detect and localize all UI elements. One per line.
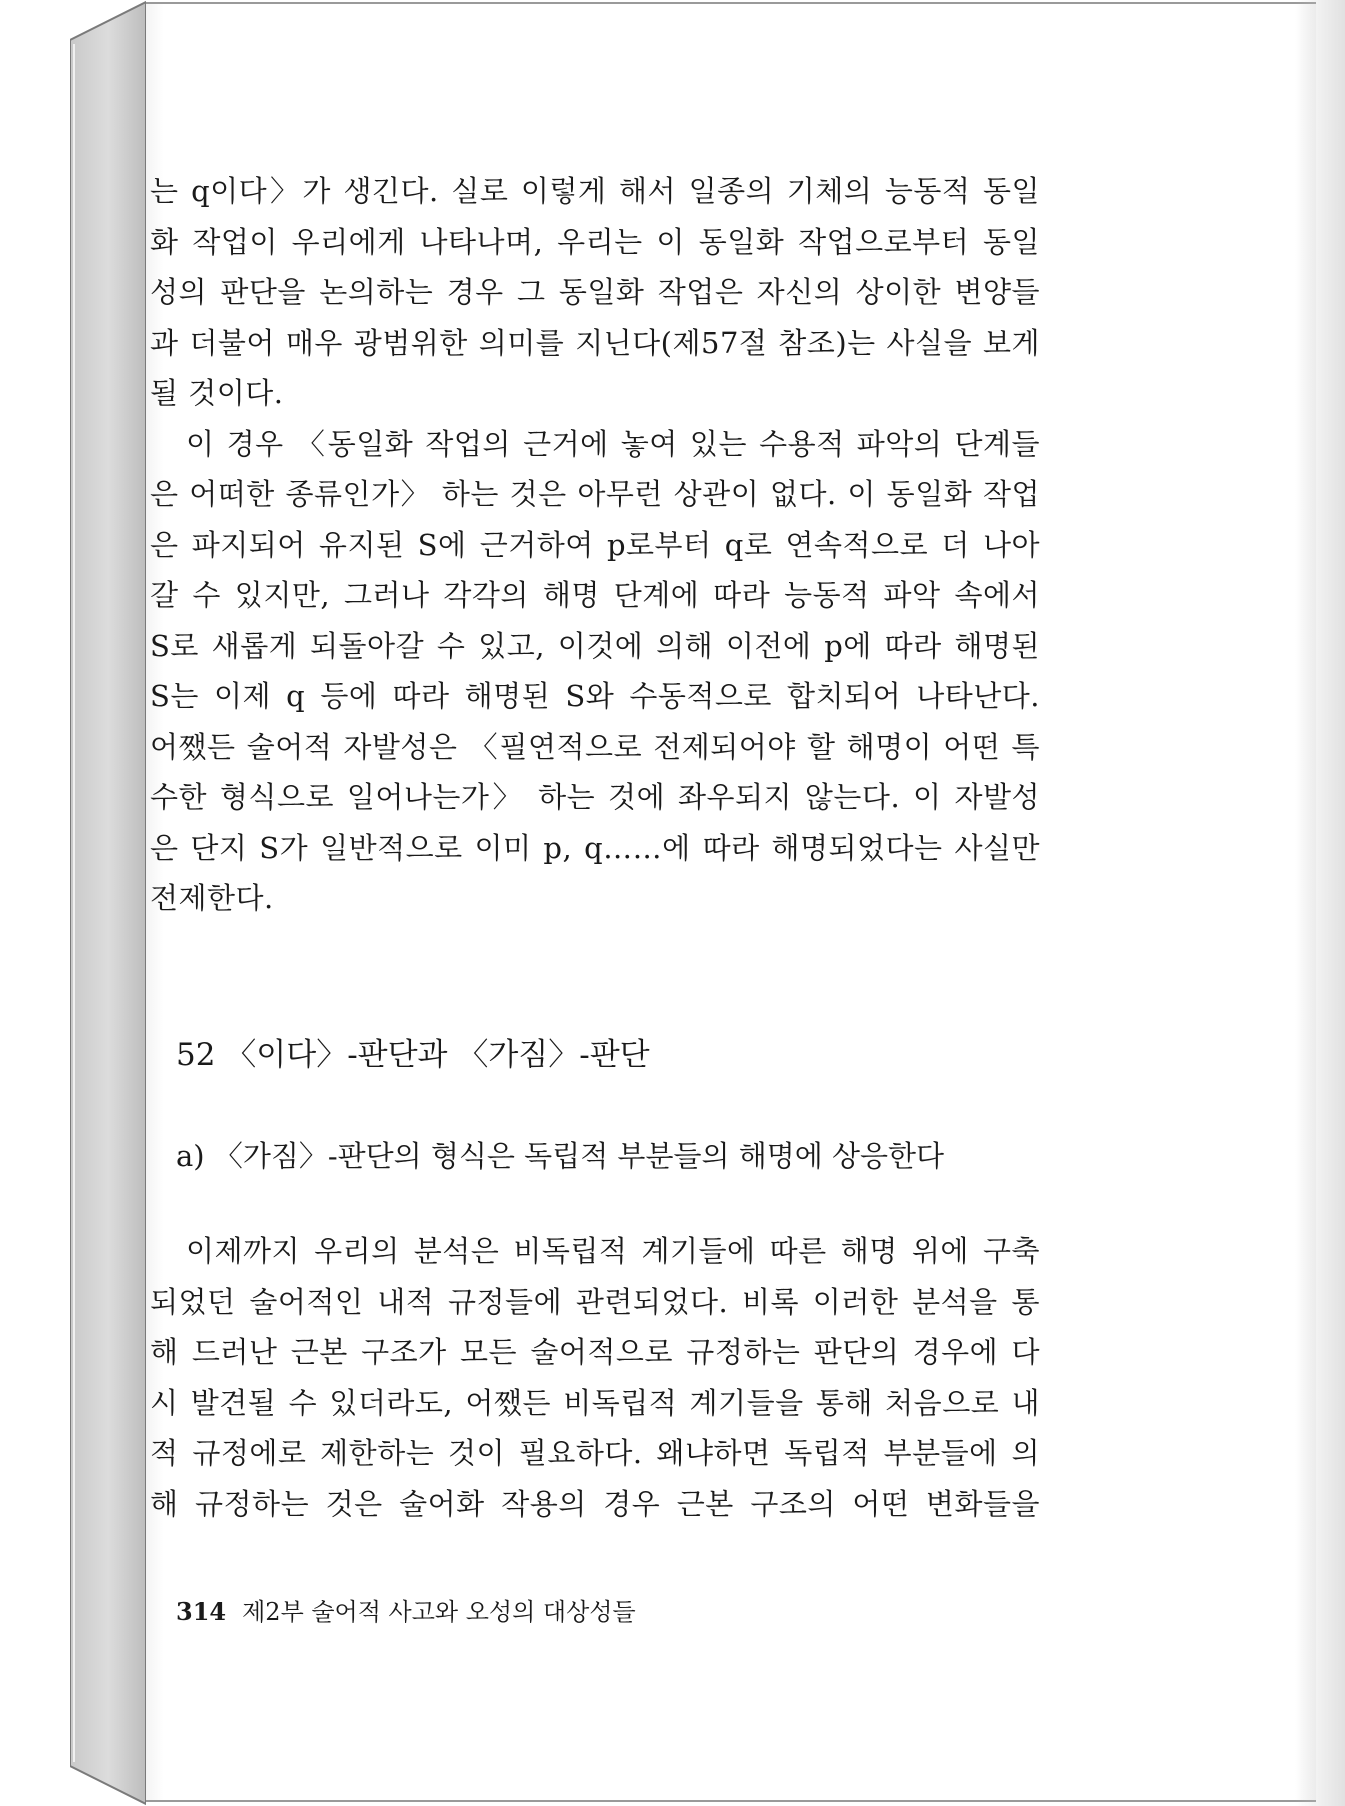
text-line: 어쨌든 술어적 자발성은 〈필연적으로 전제되어야 할 해명이 어떤 특 xyxy=(150,729,1040,764)
text-line: S는 이제 q 등에 따라 해명된 S와 수동적으로 합치되어 나타난다. xyxy=(150,679,1040,713)
paragraph xyxy=(150,419,1040,924)
page-number: 314 xyxy=(176,1597,227,1626)
page-edge-shadow xyxy=(1295,0,1345,1806)
text-line: 전제한다. xyxy=(150,881,274,915)
text-line: 되었던 술어적인 내적 규정들에 관련되었다. 비록 이러한 분석을 통 xyxy=(150,1284,1040,1319)
subsection-heading: a) 〈가짐〉-판단의 형식은 독립적 부분들의 해명에 상응한다 xyxy=(176,1139,945,1173)
text-line: 수한 형식으로 일어나는가〉 하는 것에 좌우되지 않는다. 이 자발성 xyxy=(150,780,1040,814)
text-line: 갈 수 있지만, 그러나 각각의 해명 단계에 따라 능동적 파악 속에서 xyxy=(150,578,1040,612)
text-line: 화 작업이 우리에게 나타나며, 우리는 이 동일화 작업으로부터 동일 xyxy=(150,224,1040,259)
paragraph xyxy=(150,166,1040,419)
text-line: 은 어떠한 종류인가〉 하는 것은 아무런 상관이 없다. 이 동일화 작업 xyxy=(150,477,1040,511)
running-title: 제2부 술어적 사고와 오성의 대상성들 xyxy=(242,1598,636,1626)
text-line: 성의 판단을 논의하는 경우 그 동일화 작업은 자신의 상이한 변양들 xyxy=(150,275,1040,309)
text-line: 는 q이다〉가 생긴다. 실로 이렇게 해서 일종의 기체의 능동적 동일 xyxy=(150,174,1040,208)
text-line: 이제까지 우리의 분석은 비독립적 계기들에 따른 해명 위에 구축 xyxy=(186,1234,1040,1268)
section-heading: 52 〈이다〉-판단과 〈가짐〉-판단 xyxy=(176,1037,650,1073)
text-line: 해 드러난 근본 구조가 모든 술어적으로 규정하는 판단의 경우에 다 xyxy=(150,1335,1040,1369)
text-line: 적 규정에로 제한하는 것이 필요하다. 왜냐하면 독립적 부분들에 의 xyxy=(150,1436,1040,1470)
text-line: 은 단지 S가 일반적으로 이미 p, q……에 따라 해명되었다는 사실만 xyxy=(150,830,1040,865)
text-line: 은 파지되어 유지된 S에 근거하여 p로부터 q로 연속적으로 더 나아 xyxy=(150,527,1040,562)
text-line: S로 새롭게 되돌아갈 수 있고, 이것에 의해 이전에 p에 따라 해명된 xyxy=(150,628,1040,663)
text-line: 시 발견될 수 있더라도, 어쨌든 비독립적 계기들을 통해 처음으로 내 xyxy=(150,1385,1040,1420)
paragraph xyxy=(150,1226,1040,1529)
page-footer xyxy=(176,1592,636,1627)
body-text-top xyxy=(150,166,1040,924)
text-line: 해 규정하는 것은 술어화 작용의 경우 근본 구조의 어떤 변화들을 xyxy=(150,1486,1040,1521)
book-spine xyxy=(70,0,146,1806)
body-text-bottom xyxy=(150,1226,1040,1529)
text-line: 과 더불어 매우 광범위한 의미를 지닌다(제57절 참조)는 사실을 보게 xyxy=(150,325,1040,360)
text-line: 이 경우 〈동일화 작업의 근거에 놓여 있는 수용적 파악의 단계들 xyxy=(186,426,1040,461)
text-line: 될 것이다. xyxy=(150,376,284,410)
